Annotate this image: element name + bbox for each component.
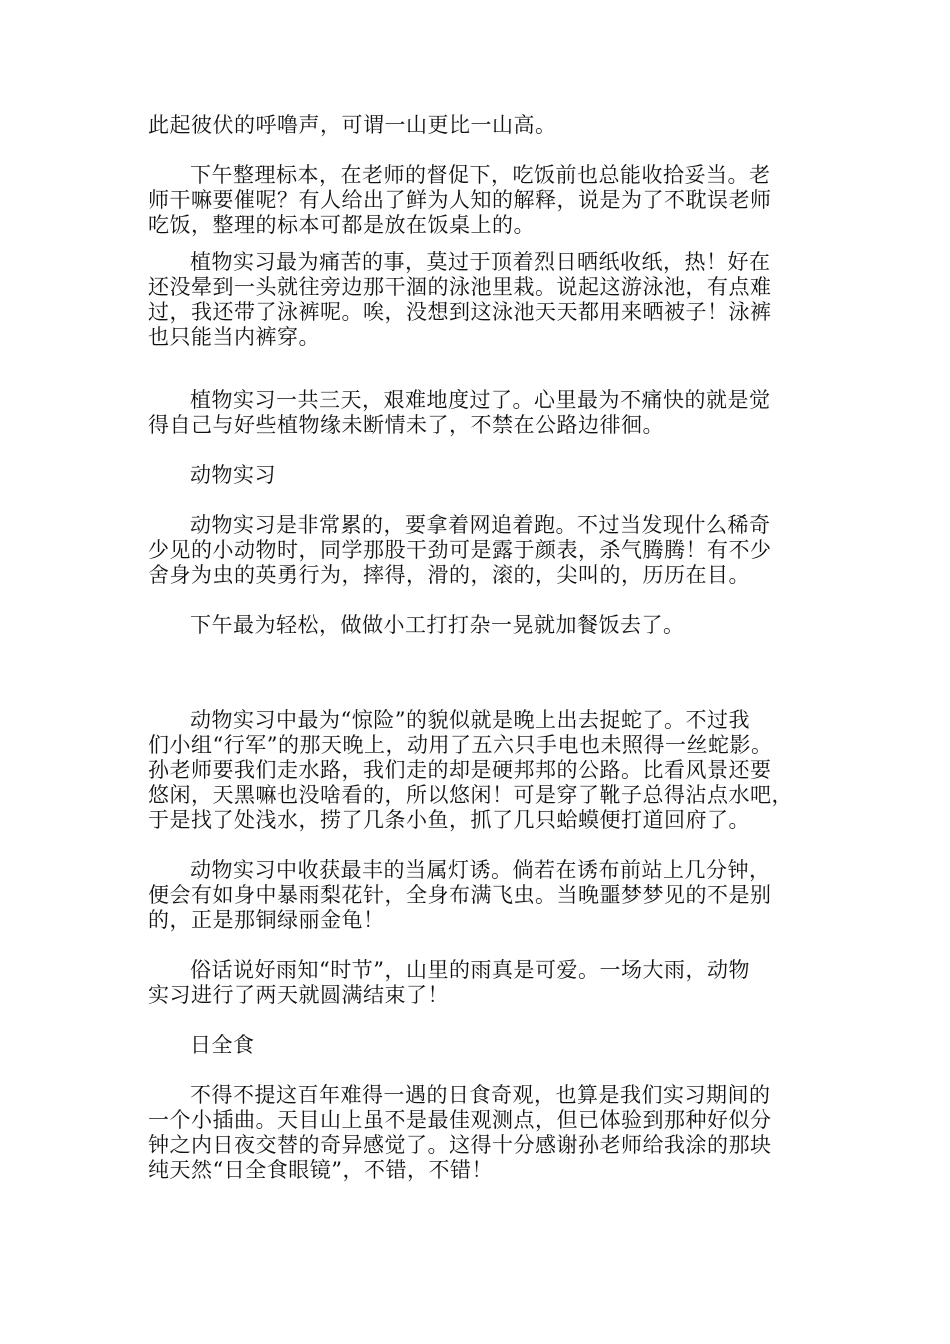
text-line: 孙老师要我们走水路，我们走的却是硬邦邦的公路。比看风景还要: [148, 758, 772, 782]
text-line: 此起彼伏的呼噜声，可谓一山更比一山高。: [148, 113, 557, 137]
paragraph-snake-catching: [148, 708, 828, 833]
text-line: 便会有如身中暴雨梨花针，全身布满飞虫。当晚噩梦梦见的不是别: [148, 883, 772, 907]
paragraph-plant-summary: [148, 388, 828, 438]
text-line: 动物实习是非常累的，要拿着网追着跑。不过当发现什么稀奇: [190, 513, 771, 537]
text-line: 下午最为轻松，做做小工打打杂一晃就加餐饭去了。: [190, 613, 685, 637]
text-line: 的，正是那铜绿丽金龟！: [148, 908, 385, 932]
paragraph-animal-chasing: [148, 513, 828, 588]
text-line: 得自己与好些植物缘未断情未了，不禁在公路边徘徊。: [148, 413, 664, 437]
paragraph-rain: [148, 958, 828, 1008]
text-line: 过，我还带了泳裤呢。唉，没想到这泳池天天都用来晒被子！泳裤: [148, 300, 772, 324]
text-line: 少见的小动物时，同学那股干劲可是露于颜表，杀气腾腾！有不少: [148, 538, 772, 562]
paragraph-drying-paper: [148, 250, 828, 350]
text-line: 实习进行了两天就圆满结束了！: [148, 983, 449, 1007]
heading-animal-practice: [148, 463, 828, 488]
text-line: 悠闲，天黑嘛也没啥看的，所以悠闲！可是穿了靴子总得沾点水吧，: [148, 783, 793, 807]
paragraph-specimens: [148, 163, 828, 238]
paragraph-afternoon: [148, 613, 828, 638]
text-line: 植物实习一共三天，艰难地度过了。心里最为不痛快的就是觉: [190, 388, 771, 412]
text-line: 钟之内日夜交替的奇异感觉了。这得十分感谢孙老师给我涂的那块: [148, 1133, 772, 1157]
text-line: 于是找了处浅水，捞了几条小鱼，抓了几只蛤蟆便打道回府了。: [148, 808, 750, 832]
text-line: 纯天然“日全食眼镜”，不错，不错！: [148, 1158, 493, 1182]
paragraph-light-trap: [148, 858, 828, 933]
text-line: 动物实习中收获最丰的当属灯诱。倘若在诱布前站上几分钟，: [190, 858, 771, 882]
text-line: 师干嘛要催呢？有人给出了鲜为人知的解释，说是为了不耽误老师: [148, 188, 772, 212]
text-line: 吃饭，整理的标本可都是放在饭桌上的。: [148, 213, 535, 237]
heading-solar-eclipse: [148, 1033, 828, 1058]
text-line: 们小组“行军”的那天晚上，动用了五六只手电也未照得一丝蛇影。: [148, 733, 773, 757]
text-line: 植物实习最为痛苦的事，莫过于顶着烈日晒纸收纸，热！好在: [190, 250, 771, 274]
text-line: 一个小插曲。天目山上虽不是最佳观测点，但已体验到那种好似分: [148, 1108, 772, 1132]
text-line: 还没晕到一头就往旁边那干涸的泳池里栽。说起这游泳池，有点难: [148, 275, 772, 299]
text-line: 动物实习中最为“惊险”的貌似就是晚上出去捉蛇了。不过我: [190, 708, 750, 732]
text-line: 舍身为虫的英勇行为，摔得，滑的，滚的，尖叫的，历历在目。: [148, 563, 750, 587]
text-line: 也只能当内裤穿。: [148, 325, 320, 349]
text-line: 俗话说好雨知“时节”，山里的雨真是可爱。一场大雨，动物: [190, 958, 750, 982]
text-line: 日全食: [190, 1033, 255, 1057]
text-line: 下午整理标本，在老师的督促下，吃饭前也总能收拾妥当。老: [190, 163, 771, 187]
paragraph-snoring: [148, 113, 828, 138]
text-line: 不得不提这百年难得一遇的日食奇观，也算是我们实习期间的: [190, 1083, 771, 1107]
text-line: 动物实习: [190, 463, 276, 487]
paragraph-eclipse: [148, 1083, 828, 1183]
